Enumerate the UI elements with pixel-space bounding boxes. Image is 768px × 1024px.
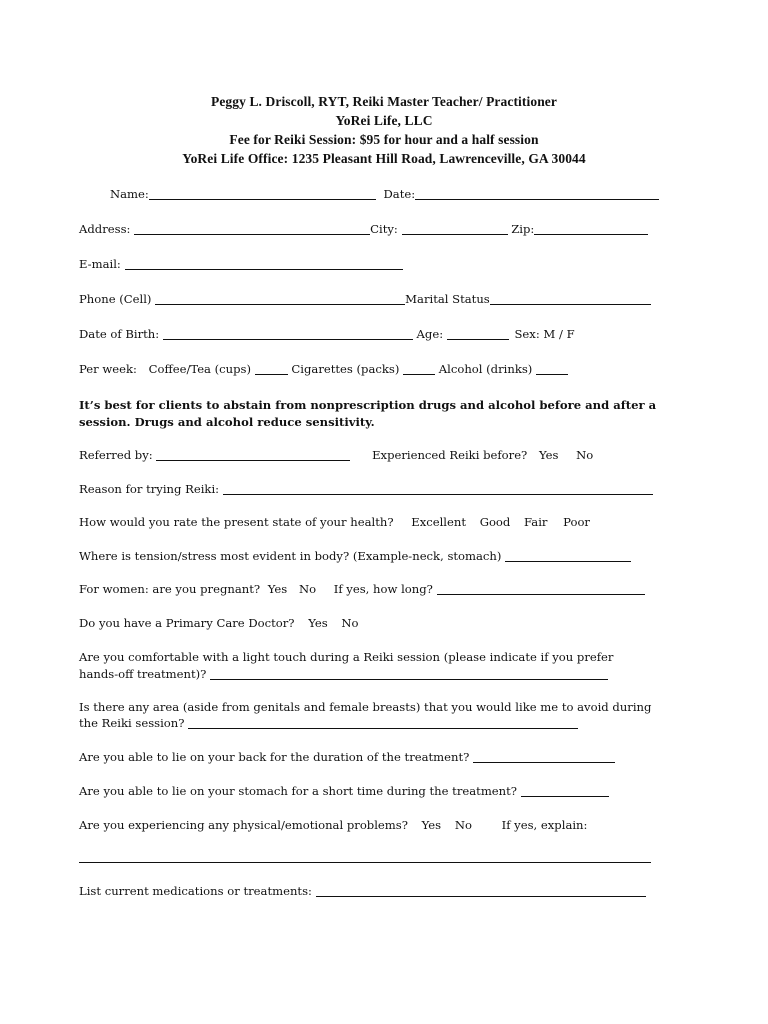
health-row xyxy=(79,515,672,529)
stomach-row xyxy=(79,784,672,798)
abstain-notice: It’s best for clients to abstain from nonprescription drugs and alcohol before and after a session. Drugs and alcohol reduce sensitivity. xyxy=(79,398,657,429)
doctor-yes-option[interactable]: Yes xyxy=(308,616,328,630)
dob-field[interactable] xyxy=(163,328,413,340)
zip-label: Zip: xyxy=(511,222,535,236)
stomach-field[interactable] xyxy=(521,785,609,797)
email-field[interactable] xyxy=(125,258,403,270)
touch-question xyxy=(79,650,672,664)
tension-field[interactable] xyxy=(505,550,631,562)
health-poor-option[interactable]: Poor xyxy=(563,515,590,529)
alcohol-field[interactable] xyxy=(536,363,568,375)
coffee-label: Coffee/Tea (cups) xyxy=(148,362,252,376)
explain-field[interactable] xyxy=(79,851,651,863)
referred-row xyxy=(79,448,672,462)
touch-label-line2: hands-off treatment)? xyxy=(79,667,207,681)
reason-field[interactable] xyxy=(223,483,653,495)
touch-label-line1: Are you comfortable with a light touch during a Reiki session (please indicate if you prefer xyxy=(79,650,614,664)
reason-row xyxy=(79,482,672,496)
avoid-label-line2: the Reiki session? xyxy=(79,716,185,730)
back-field[interactable] xyxy=(473,751,615,763)
problems-yes-option[interactable]: Yes xyxy=(421,818,442,832)
touch-question-line2 xyxy=(79,667,672,681)
pregnant-yes-option[interactable]: Yes xyxy=(267,582,288,596)
email-row xyxy=(79,257,672,271)
health-label: How would you rate the present state of your health? xyxy=(79,515,394,529)
phone-row xyxy=(79,292,672,306)
age-label: Age: xyxy=(416,327,444,341)
address-label: Address: xyxy=(79,222,131,236)
problems-row xyxy=(79,818,672,832)
avoid-label-line1: Is there any area (aside from genitals and female breasts) that you would like me to avoid during xyxy=(79,700,652,714)
alcohol-label: Alcohol (drinks) xyxy=(438,362,533,376)
doctor-no-option[interactable]: No xyxy=(341,616,359,630)
coffee-field[interactable] xyxy=(255,363,288,375)
referred-field[interactable] xyxy=(156,449,350,461)
avoid-question-line2 xyxy=(79,716,672,730)
back-row xyxy=(79,750,672,764)
cigarettes-label: Cigarettes (packs) xyxy=(291,362,400,376)
referred-label: Referred by: xyxy=(79,448,153,462)
back-label: Are you able to lie on your back for the duration of the treatment? xyxy=(79,750,470,764)
stomach-label: Are you able to lie on your stomach for a short time during the treatment? xyxy=(79,784,518,798)
problems-label: Are you experiencing any physical/emotional problems? xyxy=(79,818,408,832)
cigarettes-field[interactable] xyxy=(403,363,435,375)
dob-row xyxy=(79,327,672,341)
how-long-label: If yes, how long? xyxy=(333,582,433,596)
email-label: E-mail: xyxy=(79,257,121,271)
per-week-row xyxy=(79,362,672,376)
name-field[interactable] xyxy=(149,188,376,200)
phone-field[interactable] xyxy=(155,293,405,305)
city-label: City: xyxy=(370,222,398,236)
date-label: Date: xyxy=(383,187,416,201)
avoid-question xyxy=(79,700,688,714)
per-week-label: Per week: xyxy=(79,362,137,376)
avoid-field[interactable] xyxy=(188,717,578,729)
medications-field[interactable] xyxy=(316,885,646,897)
pregnant-row xyxy=(79,582,672,596)
medications-row xyxy=(79,884,672,898)
city-field[interactable] xyxy=(402,223,508,235)
age-field[interactable] xyxy=(447,328,509,340)
zip-field[interactable] xyxy=(534,223,648,235)
dob-label: Date of Birth: xyxy=(79,327,160,341)
tension-label: Where is tension/stress most evident in body? (Example-neck, stomach) xyxy=(79,549,502,563)
how-long-field[interactable] xyxy=(437,583,645,595)
pregnant-no-option[interactable]: No xyxy=(298,582,317,596)
explain-row xyxy=(79,850,672,864)
header-company: YoRei Life, LLC xyxy=(335,113,433,128)
touch-field[interactable] xyxy=(210,668,608,680)
experienced-label: Experienced Reiki before? xyxy=(372,448,528,462)
doctor-label: Do you have a Primary Care Doctor? xyxy=(79,616,295,630)
doctor-row xyxy=(79,616,672,630)
experienced-no-option[interactable]: No xyxy=(576,448,594,462)
marital-label: Marital Status xyxy=(405,292,490,306)
header-practitioner: Peggy L. Driscoll, RYT, Reiki Master Teacher/ Practitioner xyxy=(210,94,557,109)
date-field[interactable] xyxy=(415,188,659,200)
marital-field[interactable] xyxy=(490,293,651,305)
address-row xyxy=(79,222,672,236)
sex-option[interactable]: Sex: M / F xyxy=(514,327,575,341)
address-field[interactable] xyxy=(134,223,370,235)
name-label: Name: xyxy=(110,187,149,201)
pregnant-label: For women: are you pregnant? xyxy=(79,582,261,596)
name-date-row xyxy=(110,187,672,201)
medications-label: List current medications or treatments: xyxy=(79,884,312,898)
header-office: YoRei Life Office: 1235 Pleasant Hill Road, Lawrenceville, GA 30044 xyxy=(182,151,586,166)
tension-row xyxy=(79,549,672,563)
phone-label: Phone (Cell) xyxy=(79,292,152,306)
health-fair-option[interactable]: Fair xyxy=(524,515,548,529)
reason-label: Reason for trying Reiki: xyxy=(79,482,220,496)
header-fee: Fee for Reiki Session: $95 for hour and a half session xyxy=(229,132,539,147)
health-good-option[interactable]: Good xyxy=(479,515,511,529)
experienced-yes-option[interactable]: Yes xyxy=(538,448,559,462)
health-excellent-option[interactable]: Excellent xyxy=(411,515,466,529)
problems-no-option[interactable]: No xyxy=(454,818,472,832)
explain-label: If yes, explain: xyxy=(501,818,588,832)
